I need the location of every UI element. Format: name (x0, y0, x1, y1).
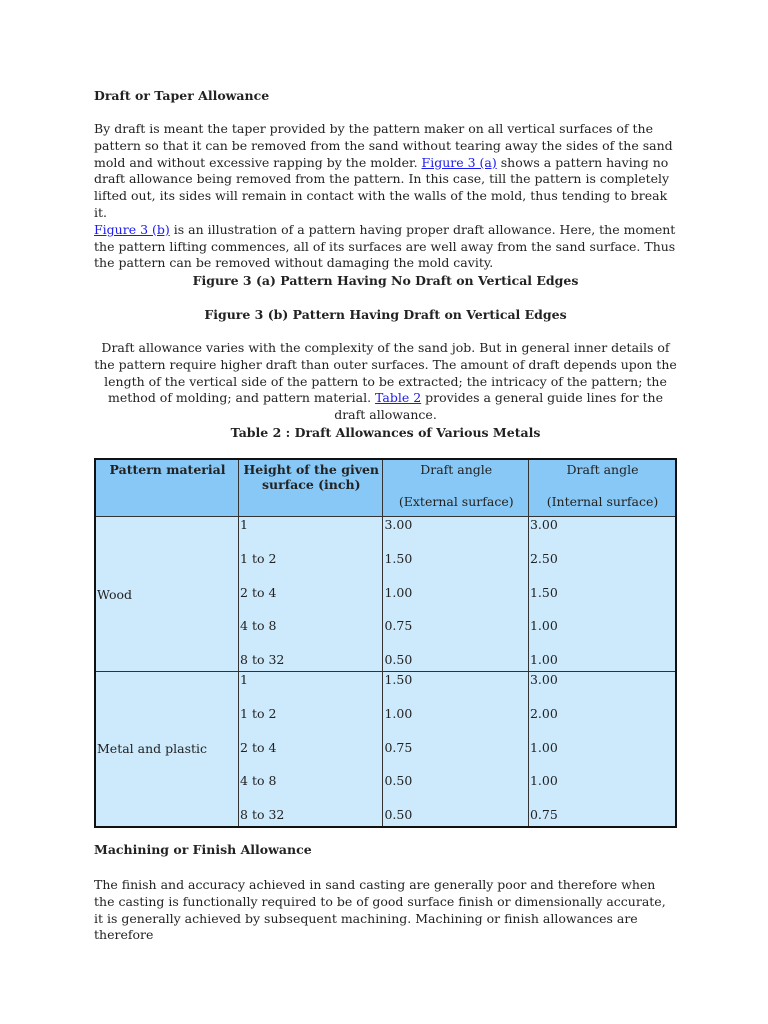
cell-material-wood: Wood (95, 517, 239, 672)
cell-value: 0.50 (384, 652, 413, 668)
cell-internal-wood (528, 517, 676, 672)
link-figure-3b[interactable]: Figure 3 (b) (94, 221, 170, 237)
cell-value: 1.00 (384, 584, 413, 600)
para1-text-c: is an illustration of a pattern having proper draft allowance. Here, the moment the pattern lifting commences, all of its surfaces are well away from the sand surface. Thus the pattern can be removed without damaging the mold cavity. (94, 221, 676, 271)
cell-external-metal (383, 672, 529, 827)
cell-material-metal-plastic: Metal and plastic (95, 672, 239, 827)
table-caption: Table 2 : Draft Allowances of Various Metals (230, 425, 541, 440)
cell-height: 1 to 2 (240, 550, 277, 566)
cell-value: 1.00 (529, 739, 558, 755)
header-ext-line2: (External surface) (398, 494, 514, 509)
cell-value: 3.00 (529, 672, 558, 687)
table-header-row (95, 459, 676, 517)
cell-value: 2.50 (529, 550, 558, 566)
header-int-line1: Draft angle (566, 462, 639, 477)
header-int-line2: (Internal surface) (546, 494, 659, 509)
cell-height: 1 to 2 (240, 705, 277, 721)
cell-height: 8 to 32 (240, 807, 285, 823)
cell-heights-metal (239, 672, 383, 827)
caption-figure-3b: Figure 3 (b) Pattern Having Draft on Vertical Edges (204, 307, 567, 322)
para2-text-b: provides a general guide lines for the draft allowance. (334, 390, 664, 423)
para2-text-a: Draft allowance varies with the complexity of the sand job. But in general inner details of the pattern require higher draft than outer surfaces. The amount of draft depends upon the length of the vertical side of the pattern to be extracted; the intricacy of the pattern; the method of molding; and pattern material. (94, 340, 677, 406)
cell-value: 3.00 (384, 517, 413, 532)
draft-allowance-table (94, 458, 677, 828)
cell-heights-wood (239, 517, 383, 672)
cell-value: 1.50 (384, 550, 413, 566)
caption-figure-3a: Figure 3 (a) Pattern Having No Draft on Vertical Edges (192, 273, 579, 288)
paragraph-draft-variation (94, 340, 677, 424)
table-row (95, 517, 676, 672)
cell-value: 0.50 (384, 773, 413, 789)
table-row (95, 672, 676, 827)
header-pattern-material: Pattern material (95, 459, 239, 517)
cell-height: 2 to 4 (240, 739, 277, 755)
cell-internal-metal (528, 672, 676, 827)
cell-value: 1.00 (529, 773, 558, 789)
cell-value: 1.50 (384, 672, 413, 687)
cell-height: 1 (240, 672, 248, 687)
paragraph-machining: The finish and accuracy achieved in sand casting are generally poor and therefore when the casting is functionally required to be of good surface finish or dimensionally accurate, it is generally achieved by subsequent machining. Machining or finish allowances are therefore (94, 877, 666, 943)
paragraph-draft-intro (94, 121, 677, 272)
cell-value: 0.50 (384, 807, 413, 823)
cell-height: 4 to 8 (240, 618, 277, 634)
section-heading-draft: Draft or Taper Allowance (94, 88, 270, 103)
link-table-2[interactable]: Table 2 (375, 390, 422, 406)
cell-value: 0.75 (384, 739, 413, 755)
cell-value: 1.00 (529, 652, 558, 668)
cell-height: 4 to 8 (240, 773, 277, 789)
section-heading-machining: Machining or Finish Allowance (94, 842, 312, 857)
cell-height: 1 (240, 517, 248, 532)
header-draft-external (383, 459, 529, 517)
cell-value: 1.00 (529, 618, 558, 634)
header-ext-line1: Draft angle (420, 462, 493, 477)
cell-value: 3.00 (529, 517, 558, 532)
cell-value: 2.00 (529, 705, 558, 721)
cell-external-wood (383, 517, 529, 672)
cell-value: 0.75 (529, 807, 558, 823)
cell-height: 8 to 32 (240, 652, 285, 668)
header-height: Height of the given surface (inch) (239, 459, 383, 517)
cell-value: 1.50 (529, 584, 558, 600)
cell-value: 0.75 (384, 618, 413, 634)
para1-text-a: By draft is meant the taper provided by the pattern maker on all vertical surfaces of the pattern so that it can be removed from the sand without tearing away the sides of the sand mold and without excessive rapping by the molder. (94, 121, 673, 170)
para1-text-b: shows a pattern having no draft allowance being removed from the pattern. In this case, till the pattern is completely lifted out, its sides will remain in contact with the walls of the mold, thus tending to break it. (94, 154, 670, 220)
link-figure-3a[interactable]: Figure 3 (a) (421, 154, 497, 170)
header-draft-internal (528, 459, 676, 517)
cell-value: 1.00 (384, 705, 413, 721)
cell-height: 2 to 4 (240, 584, 277, 600)
